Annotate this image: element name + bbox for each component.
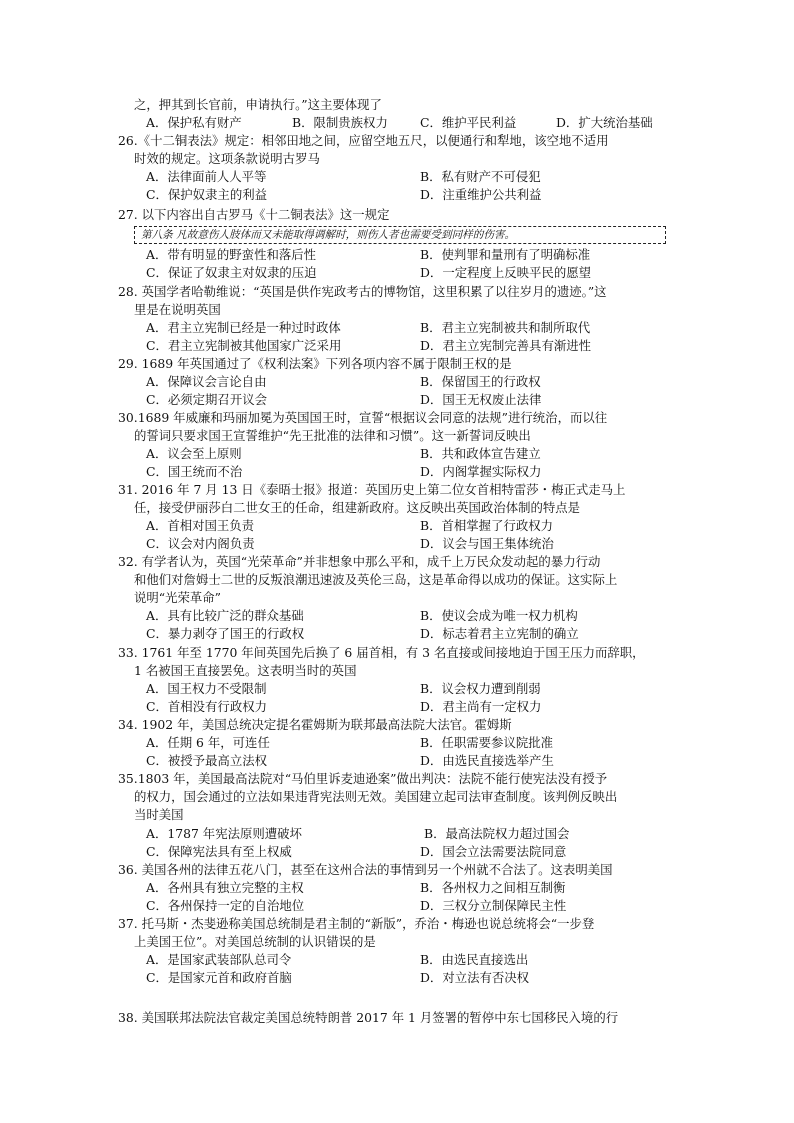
option-a: A．任期 6 年，可连任 xyxy=(146,735,270,750)
question-33-stem-cont: 1 名被国王直接罢免。这表明当时的英国 xyxy=(134,663,357,678)
option-b: B．首相掌握了行政权力 xyxy=(420,518,554,533)
option-d: D．内阁掌握实际权力 xyxy=(420,464,542,479)
option-a: A．各州具有独立完整的主权 xyxy=(146,880,304,895)
question-31-stem: 31. 2016 年 7 月 13 日《泰晤士报》报道：英国历史上第二位女首相特雷莎・梅正式走马上 xyxy=(118,482,626,497)
option-b: B．限制贵族权力 xyxy=(292,115,388,130)
option-c: C．各州保持一定的自治地位 xyxy=(146,898,305,913)
option-a: A．1787 年宪法原则遭破坏 xyxy=(146,826,302,841)
option-c: C．暴力剥夺了国王的行政权 xyxy=(146,626,305,641)
option-b: B．君主立宪制被共和制所取代 xyxy=(420,320,591,335)
option-c: C．是国家元首和政府首脑 xyxy=(146,970,292,985)
question-27-stem: 27. 以下内容出自古罗马《十二铜表法》这一规定 xyxy=(118,207,390,222)
option-b: B．私有财产不可侵犯 xyxy=(420,169,541,184)
question-32-stem: 32. 有学者认为，英国“光荣革命”并非想象中那么平和，成千上万民众发动起的暴力行动 xyxy=(118,554,601,569)
option-c: C．维护平民利益 xyxy=(420,115,517,130)
option-d: D．由选民直接选举产生 xyxy=(420,753,554,768)
option-d: D．三权分立制保障民主性 xyxy=(420,898,567,913)
question-28-stem-cont: 里是在说明英国 xyxy=(134,302,221,317)
option-b: B．使议会成为唯一权力机构 xyxy=(420,608,578,623)
question-35-stem-cont: 当时美国 xyxy=(134,807,184,822)
question-28-stem: 28. 英国学者哈勒维说：“英国是供作宪政考古的博物馆，这里积累了以往岁月的遗迹。”这 xyxy=(118,284,607,299)
option-b: B．共和政体宣告建立 xyxy=(420,446,541,461)
option-a: A．保护私有财产 xyxy=(146,115,242,130)
question-30-stem: 30.1689 年威廉和玛丽加冕为英国国王时，宣誓“根据议会同意的法规”进行统治，而以往 xyxy=(118,410,608,425)
option-c: C．保护奴隶主的利益 xyxy=(146,187,267,202)
option-c: C．保证了奴隶主对奴隶的压迫 xyxy=(146,265,317,280)
option-d: D．君主立宪制完善具有渐进性 xyxy=(420,338,592,353)
question-26-stem: 26.《十二铜表法》规定：相邻田地之间，应留空地五尺，以便通行和犁地，该空地不适用 xyxy=(118,133,609,148)
option-b: B．最高法院权力超过国会 xyxy=(424,826,570,841)
option-a: A．保障议会言论自由 xyxy=(146,374,267,389)
question-34-stem: 34. 1902 年，美国总统决定提名霍姆斯为联邦最高法院大法官。霍姆斯 xyxy=(118,717,512,732)
option-a: A．君主立宪制已经是一种过时政体 xyxy=(146,320,341,335)
question-35-stem: 35.1803 年，美国最高法院对“马伯里诉麦迪逊案”做出判决：法院不能行使宪法没有授予 xyxy=(118,771,608,786)
option-c: C．国王统而不治 xyxy=(146,464,243,479)
option-d: D．君主尚有一定权力 xyxy=(420,699,542,714)
option-d: D．议会与国王集体统治 xyxy=(420,536,554,551)
option-c: C．必须定期召开议会 xyxy=(146,392,267,407)
question-stem-line: 之，押其到长官前，申请执行。”这主要体现了 xyxy=(134,97,382,112)
question-31-stem-cont: 任，接受伊丽莎白二世女王的任命，组建新政府。这反映出英国政治体制的特点是 xyxy=(134,500,581,515)
option-d: D．标志着君主立宪制的确立 xyxy=(420,626,579,641)
law-quote-box: 第八条 凡故意伤人肢体而又未能取得调解时，则伤人者也需要受到同样的伤害。 xyxy=(134,226,666,244)
question-32-stem-cont: 说明“光荣革命” xyxy=(134,590,222,605)
option-d: D．一定程度上反映平民的愿望 xyxy=(420,265,592,280)
option-a: A．带有明显的野蛮性和落后性 xyxy=(146,247,317,262)
option-a: A．议会至上原则 xyxy=(146,446,242,461)
question-36-stem: 36. 美国各州的法律五花八门，甚至在这州合法的事情到另一个州就不合法了。这表明美国 xyxy=(118,862,613,877)
question-30-stem-cont: 的誓词只要求国王宣誓维护“先王批准的法律和习惯”。这一新誓词反映出 xyxy=(134,428,531,443)
option-d: D．扩大统治基础 xyxy=(556,115,653,130)
option-a: A．是国家武装部队总司令 xyxy=(146,952,292,967)
option-b: B．保留国王的行政权 xyxy=(420,374,541,389)
option-a: A．国王权力不受限制 xyxy=(146,681,267,696)
question-38-stem: 38. 美国联邦法院法官裁定美国总统特朗普 2017 年 1 月签署的暂停中东七国移民入境的行 xyxy=(118,1010,619,1025)
option-d: D．国王无权废止法律 xyxy=(420,392,542,407)
option-c: C．被授予最高立法权 xyxy=(146,753,267,768)
option-c: C．君主立宪制被其他国家广泛采用 xyxy=(146,338,342,353)
option-b: B．议会权力遭到削弱 xyxy=(420,681,541,696)
option-b: B．由选民直接选出 xyxy=(420,952,529,967)
question-35-stem-cont: 的权力，国会通过的立法如果违背宪法则无效。美国建立起司法审查制度。该判例反映出 xyxy=(134,789,618,804)
question-29-stem: 29. 1689 年英国通过了《权利法案》下列各项内容不属于限制王权的是 xyxy=(118,356,512,371)
option-b: B．各州权力之间相互制衡 xyxy=(420,880,566,895)
question-37-stem: 37. 托马斯・杰斐逊称美国总统制是君主制的“新版”，乔治・梅逊也说总统将会“一步登 xyxy=(118,916,595,931)
question-32-stem-cont: 和他们对詹姆士二世的反叛浪潮迅速波及英伦三岛，这是革命得以成功的保证。这实际上 xyxy=(134,572,618,587)
option-b: B．使判罪和量刑有了明确标准 xyxy=(420,247,591,262)
option-a: A．首相对国王负责 xyxy=(146,518,255,533)
option-d: D．对立法有否决权 xyxy=(420,970,530,985)
question-26-stem-cont: 时效的规定。这项条款说明古罗马 xyxy=(134,151,320,166)
question-37-stem-cont: 上美国王位”。对美国总统制的认识错误的是 xyxy=(134,934,376,949)
option-c: C．首相没有行政权力 xyxy=(146,699,267,714)
option-d: D．注重维护公共利益 xyxy=(420,187,542,202)
option-d: D．国会立法需要法院同意 xyxy=(420,844,567,859)
option-c: C．议会对内阁负责 xyxy=(146,536,255,551)
option-b: B．任职需要参议院批准 xyxy=(420,735,554,750)
question-33-stem: 33. 1761 年至 1770 年间英国先后换了 6 届首相，有 3 名直接或间接地迫于国王压力而辞职， xyxy=(118,645,645,660)
option-c: C．保障宪法具有至上权威 xyxy=(146,844,292,859)
option-a: A．具有比较广泛的群众基础 xyxy=(146,608,304,623)
option-a: A．法律面前人人平等 xyxy=(146,169,267,184)
